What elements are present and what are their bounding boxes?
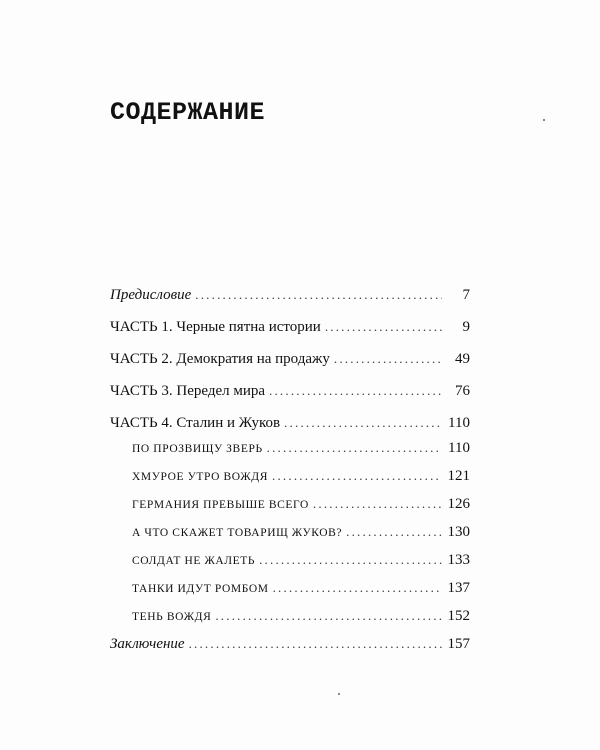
toc-entry-page: 152 bbox=[447, 608, 470, 624]
toc-entry-page: 126 bbox=[447, 496, 470, 512]
toc-entry-label: ГЕРМАНИЯ ПРЕВЫШЕ ВСЕГО bbox=[132, 499, 309, 511]
print-speck bbox=[543, 119, 545, 121]
toc-entry-label: ТАНКИ ИДУТ РОМБОМ bbox=[132, 583, 269, 595]
toc-entry-page: 49 bbox=[455, 351, 470, 367]
toc-subentry bbox=[110, 578, 470, 599]
toc-entry-label: ПО ПРОЗВИЩУ ЗВЕРЬ bbox=[132, 443, 263, 455]
toc-entry-label: ТЕНЬ ВОЖДЯ bbox=[132, 611, 212, 623]
dot-leader bbox=[267, 438, 442, 457]
print-speck bbox=[338, 693, 340, 695]
toc-entry-page: 137 bbox=[447, 580, 470, 596]
toc-entry-label: ЧАСТЬ 1. Черные пятна истории bbox=[110, 319, 321, 335]
toc-entry-page: 157 bbox=[447, 636, 470, 652]
toc-entry-label: СОЛДАТ НЕ ЖАЛЕТЬ bbox=[132, 555, 256, 567]
toc-entry-preface bbox=[110, 285, 470, 305]
dot-leader bbox=[189, 634, 442, 653]
toc-subentry bbox=[110, 466, 470, 487]
dot-leader bbox=[346, 522, 442, 541]
toc-entry-label: ЧАСТЬ 4. Сталин и Жуков bbox=[110, 415, 281, 431]
toc-entry-label: ЧАСТЬ 3. Передел мира bbox=[110, 383, 266, 399]
toc-entry-label: Заключение bbox=[110, 636, 185, 652]
toc-entry-page: 121 bbox=[447, 468, 470, 484]
dot-leader bbox=[215, 606, 442, 625]
dot-leader bbox=[313, 494, 442, 513]
toc-entry-label: А ЧТО СКАЖЕТ ТОВАРИЩ ЖУКОВ? bbox=[132, 527, 343, 539]
toc-subentry bbox=[110, 438, 470, 459]
dot-leader bbox=[325, 317, 442, 336]
toc-entry-part-3 bbox=[110, 381, 470, 401]
toc-entry-part-2 bbox=[110, 349, 470, 369]
toc-entry-part-1 bbox=[110, 317, 470, 337]
toc-entry-page: 130 bbox=[447, 524, 470, 540]
page-title: СОДЕРЖАНИЕ bbox=[110, 98, 266, 127]
toc-entry-label: ЧАСТЬ 2. Демократия на продажу bbox=[110, 351, 330, 367]
dot-leader bbox=[272, 466, 442, 485]
toc-entry-conclusion bbox=[110, 634, 470, 654]
toc-entry-part-4 bbox=[110, 413, 470, 433]
toc-entry-page: 110 bbox=[448, 415, 470, 431]
dot-leader bbox=[284, 413, 442, 432]
toc-entry-page: 76 bbox=[455, 383, 470, 399]
dot-leader bbox=[334, 349, 442, 368]
toc-entry-page: 110 bbox=[448, 440, 470, 456]
toc-subentry bbox=[110, 522, 470, 543]
toc-subentry bbox=[110, 606, 470, 627]
dot-leader bbox=[273, 578, 442, 597]
dot-leader bbox=[259, 550, 442, 569]
table-of-contents bbox=[110, 285, 470, 654]
dot-leader bbox=[269, 381, 442, 400]
toc-entry-page: 7 bbox=[462, 287, 470, 303]
toc-subentry bbox=[110, 494, 470, 515]
toc-entry-label: ХМУРОЕ УТРО ВОЖДЯ bbox=[132, 471, 269, 483]
toc-entry-page: 9 bbox=[462, 319, 470, 335]
toc-entry-page: 133 bbox=[447, 552, 470, 568]
dot-leader bbox=[195, 285, 442, 304]
toc-subentry bbox=[110, 550, 470, 571]
toc-entry-label: Предисловие bbox=[110, 287, 192, 303]
